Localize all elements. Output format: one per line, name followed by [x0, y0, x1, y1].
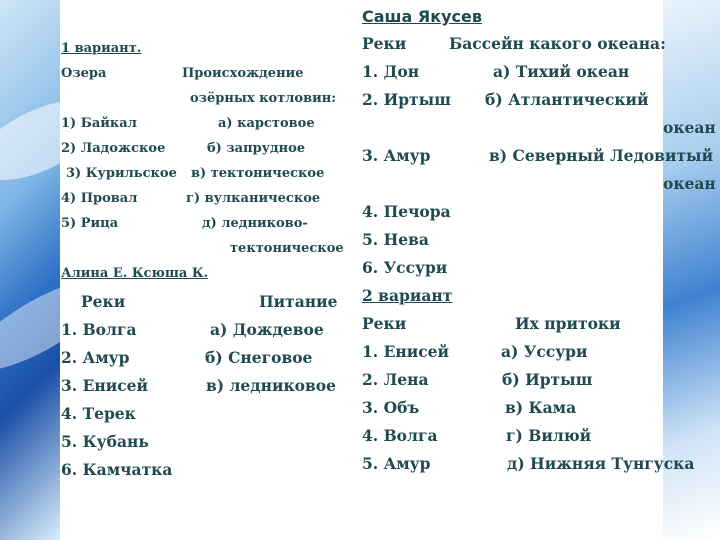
ocean-river-2: 2. Иртыш [362, 90, 451, 109]
ocean-col-basin: Бассейн какого океана: [449, 34, 666, 53]
lake-row-1: 1) Байкал [61, 116, 137, 131]
origin-row-5-cont: тектоническое [230, 241, 344, 256]
origin-row-5: д) ледниково- [202, 216, 308, 231]
feeding-type-1: а) Дождевое [210, 320, 324, 339]
feeding-col-type: Питание [259, 292, 338, 311]
ocean-river-4: 4. Печора [362, 202, 451, 221]
feeding-river-6: 6. Камчатка [61, 460, 173, 479]
variant2-tributary-1: а) Уссури [501, 342, 588, 361]
variant2-tributary-3: в) Кама [505, 398, 577, 417]
variant1-title: 1 вариант. [61, 41, 142, 56]
origin-row-2: б) запрудное [207, 141, 306, 156]
lake-row-5: 5) Рица [61, 216, 119, 231]
variant1-col-origin-cont: озёрных котловин: [190, 91, 337, 106]
variant2-river-2: 2. Лена [362, 370, 429, 389]
variant2-col-tributaries: Их притоки [515, 314, 621, 333]
variant2-river-3: 3. Объ [362, 398, 420, 417]
feeding-river-1: 1. Волга [61, 320, 137, 339]
feeding-river-4: 4. Терек [61, 404, 136, 423]
ocean-basin-2: б) Атлантический [485, 90, 649, 109]
ocean-river-1: 1. Дон [362, 62, 420, 81]
variant1-col-origin: Происхождение [182, 66, 304, 81]
lake-row-3: 3) Курильское [66, 166, 177, 181]
origin-row-4: г) вулканическое [186, 191, 321, 206]
origin-row-3: в) тектоническое [191, 166, 325, 181]
variant2-river-4: 4. Волга [362, 426, 438, 445]
left-decorative-background [0, 0, 60, 540]
ocean-river-6: 6. Уссури [362, 258, 448, 277]
variant2-title: 2 вариант [362, 286, 453, 305]
origin-row-1: а) карстовое [218, 116, 315, 131]
feeding-river-2: 2. Амур [61, 348, 130, 367]
feeding-col-rivers: Реки [81, 292, 126, 311]
ocean-river-5: 5. Нева [362, 230, 429, 249]
variant2-tributary-2: б) Иртыш [502, 370, 593, 389]
slide-content [60, 0, 716, 540]
ocean-col-rivers: Реки [362, 34, 407, 53]
ocean-basin-2-cont: океан [663, 118, 716, 137]
ocean-basin-3-cont: океан [663, 174, 716, 193]
ocean-basin-1: а) Тихий океан [493, 62, 630, 81]
ocean-river-3: 3. Амур [362, 146, 431, 165]
variant2-river-1: 1. Енисей [362, 342, 450, 361]
feeding-river-3: 3. Енисей [61, 376, 149, 395]
ocean-basin-3: в) Северный Ледовитый [489, 146, 714, 165]
lake-row-2: 2) Ладожское [61, 141, 166, 156]
feeding-river-5: 5. Кубань [61, 432, 149, 451]
variant2-tributary-5: д) Нижняя Тунгуска [507, 454, 695, 473]
feeding-type-3: в) ледниковое [206, 376, 336, 395]
feeding-type-2: б) Снеговое [205, 348, 313, 367]
feeding-authors: Алина Е. Ксюша К. [61, 266, 209, 281]
ocean-author: Саша Якусев [362, 7, 482, 26]
lake-row-4: 4) Провал [61, 191, 138, 206]
variant2-river-5: 5. Амур [362, 454, 431, 473]
variant2-tributary-4: г) Вилюй [506, 426, 592, 445]
variant2-col-rivers: Реки [362, 314, 407, 333]
variant1-col-lakes: Озера [61, 66, 107, 81]
